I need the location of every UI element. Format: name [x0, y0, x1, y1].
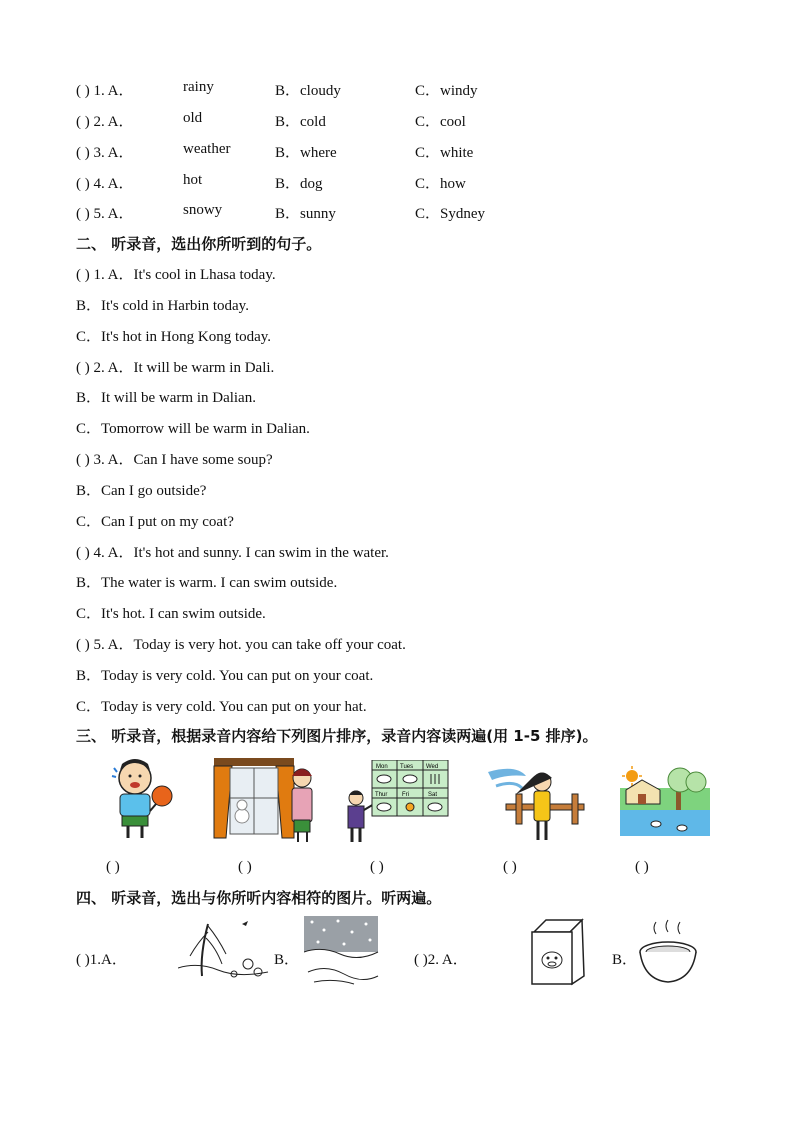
chart-label-fri: Fri: [402, 792, 409, 798]
answer-blank-3[interactable]: ( ): [370, 859, 384, 875]
sentence-line: C．Can I put on my coat?: [76, 514, 234, 530]
chart-label-mon: Mon: [376, 764, 388, 770]
part4-q1b-label: B．: [274, 952, 300, 968]
chart-label-wed: Wed: [426, 764, 439, 770]
option-c: C．windy: [415, 83, 478, 99]
option-b: B．sunny: [275, 206, 336, 222]
windy-girl-picture: [486, 764, 586, 844]
item-number: ( ) 3. A．: [76, 145, 134, 161]
part4-heading: 四、 听录音，选出与你所听内容相符的图片。听两遍。: [76, 889, 442, 907]
answer-blank-2[interactable]: ( ): [238, 859, 252, 875]
part4-q1-label: ( )1.A．: [76, 952, 127, 968]
sentence-line: C．It's hot in Hong Kong today.: [76, 329, 272, 345]
option-b: B．where: [275, 145, 337, 161]
option-a: rainy: [183, 79, 214, 95]
sentence-line: C．Today is very cold. You can put on your hat.: [76, 699, 367, 715]
option-b: B．dog: [275, 176, 323, 192]
part4-q2-label: ( )2. A．: [414, 952, 468, 968]
sentence-line: B．It's cold in Harbin today.: [76, 298, 249, 314]
answer-blank-5[interactable]: ( ): [635, 859, 649, 875]
option-a: snowy: [183, 202, 223, 218]
sentence-line: ( ) 2. A．It will be warm in Dali.: [76, 360, 275, 376]
part2-heading: 二、 听录音，选出你所听到的句子。: [76, 235, 322, 253]
sentence-line: C．Tomorrow will be warm in Dalian.: [76, 421, 310, 437]
sentence-line: B．The water is warm. I can swim outside.: [76, 575, 338, 591]
chart-label-sat: Sat: [428, 792, 438, 798]
weather-chart-picture: [344, 760, 454, 844]
snowy-field-picture: [304, 916, 380, 986]
sentence-line: B．It will be warm in Dalian.: [76, 390, 256, 406]
chart-label-tues: Tues: [400, 764, 414, 770]
milk-carton-picture: [526, 918, 590, 986]
option-a: old: [183, 110, 203, 126]
sentence-line: ( ) 1. A．It's cool in Lhasa today.: [76, 267, 276, 283]
item-number: ( ) 2. A．: [76, 114, 134, 130]
option-c: C．how: [415, 176, 466, 192]
sentence-line: C．It's hot. I can swim outside.: [76, 606, 266, 622]
item-number: ( ) 1. A．: [76, 83, 134, 99]
sentence-line: B．Can I go outside?: [76, 483, 207, 499]
chart-label-thur: Thur: [375, 792, 388, 798]
windy-tree-picture: [178, 918, 270, 984]
item-number: ( ) 4. A．: [76, 176, 134, 192]
option-c: C．white: [415, 145, 474, 161]
item-number: ( ) 5. A．: [76, 206, 134, 222]
option-a: hot: [183, 172, 203, 188]
sentence-line: ( ) 5. A．Today is very hot. you can take off your coat.: [76, 637, 406, 653]
sentence-line: B．Today is very cold. You can put on your coat.: [76, 668, 374, 684]
option-a: weather: [183, 141, 231, 157]
winter-window-picture: [212, 758, 322, 844]
sentence-line: ( ) 4. A．It's hot and sunny. I can swim in the water.: [76, 545, 389, 561]
answer-blank-4[interactable]: ( ): [503, 859, 517, 875]
option-b: B．cloudy: [275, 83, 341, 99]
part3-heading: 三、 听录音，根据录音内容给下列图片排序，录音内容读两遍(用 1-5 排序)。: [76, 727, 598, 745]
hot-boy-picture: [100, 756, 180, 842]
part4-q2b-label: B．: [612, 952, 638, 968]
answer-blank-1[interactable]: ( ): [106, 859, 120, 875]
option-c: C．Sydney: [415, 206, 486, 222]
option-b: B．cold: [275, 114, 326, 130]
warm-house-picture: [620, 766, 712, 838]
option-c: C．cool: [415, 114, 466, 130]
sentence-line: ( ) 3. A．Can I have some soup?: [76, 452, 273, 468]
soup-bowl-picture: [638, 918, 702, 986]
